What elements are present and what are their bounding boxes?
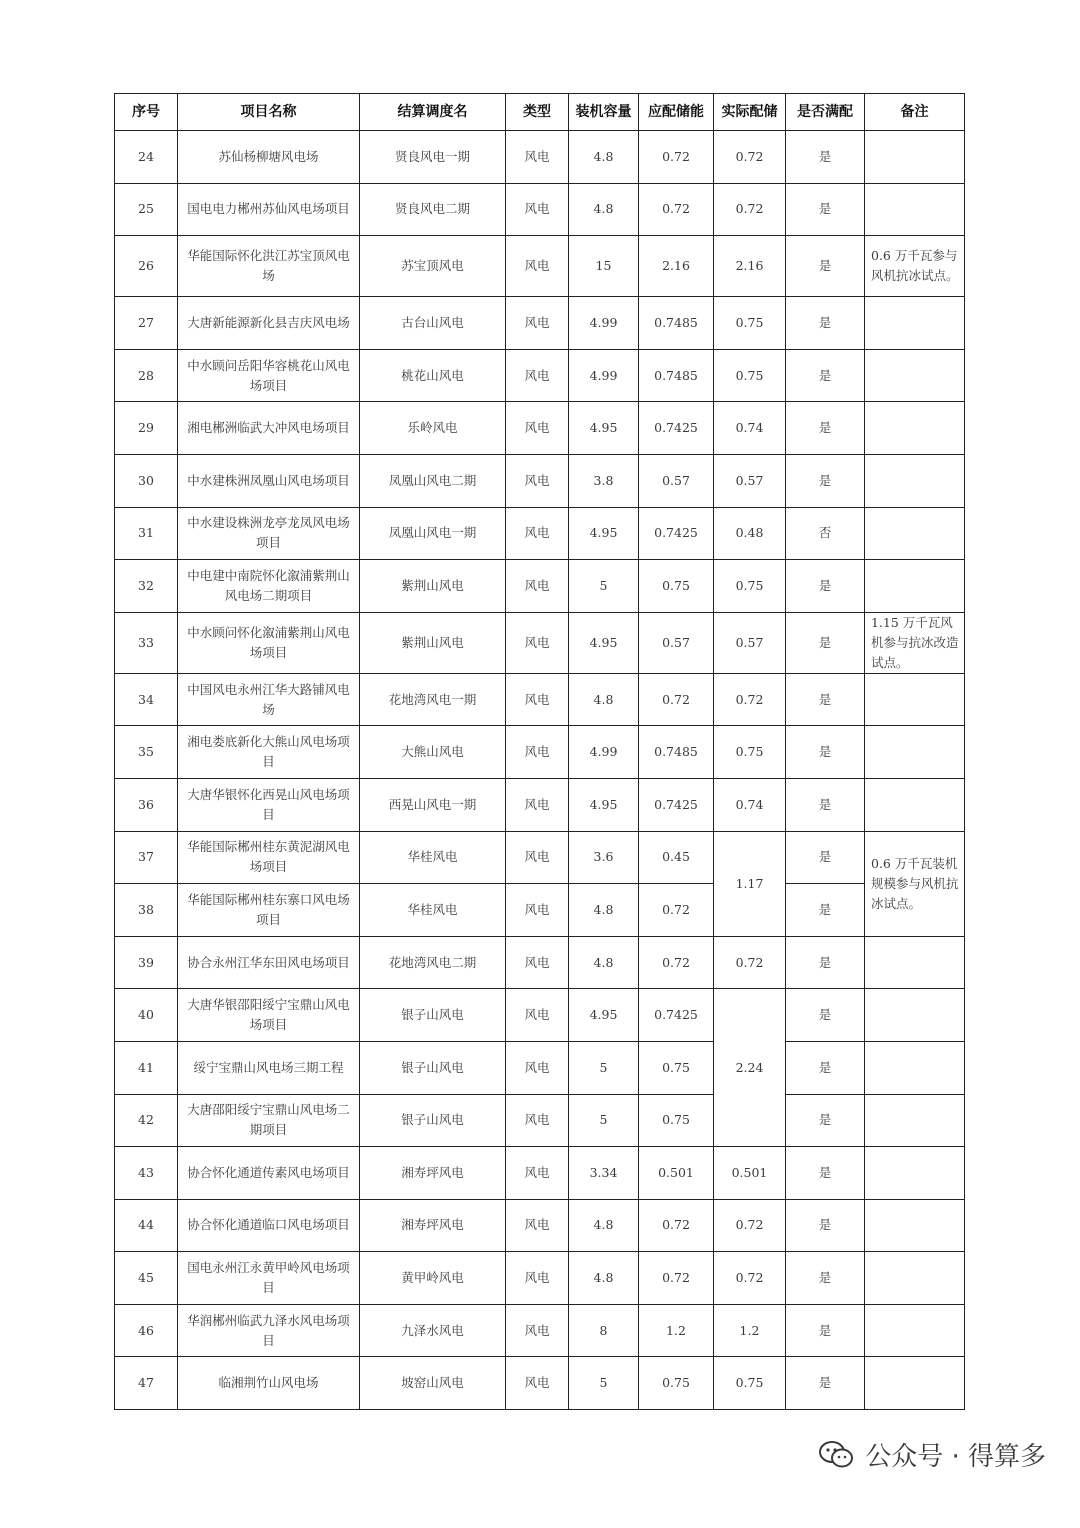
row-number-cell: 28 — [115, 349, 178, 402]
installed-capacity-cell: 4.8 — [569, 936, 639, 989]
row-number-cell: 30 — [115, 454, 178, 507]
fully-allocated-cell: 是 — [786, 989, 865, 1042]
project-type-cell: 风电 — [506, 1357, 569, 1410]
dispatch-name-cell: 银子山风电 — [360, 1094, 506, 1147]
required-storage-cell: 0.72 — [639, 183, 714, 236]
column-header: 应配储能 — [639, 94, 714, 131]
required-storage-cell: 0.75 — [639, 560, 714, 613]
actual-storage-cell: 0.74 — [714, 402, 786, 455]
installed-capacity-cell: 8 — [569, 1304, 639, 1357]
project-type-cell: 风电 — [506, 1041, 569, 1094]
row-number-cell: 37 — [115, 831, 178, 884]
project-name-cell: 中电建中南院怀化溆浦紫荆山风电场二期项目 — [178, 560, 360, 613]
dispatch-name-cell: 凤凰山风电一期 — [360, 507, 506, 560]
installed-capacity-cell: 4.95 — [569, 612, 639, 673]
installed-capacity-cell: 5 — [569, 1094, 639, 1147]
fully-allocated-cell: 是 — [786, 726, 865, 779]
project-name-cell: 湘电郴洲临武大冲风电场项目 — [178, 402, 360, 455]
row-number-cell: 25 — [115, 183, 178, 236]
dispatch-name-cell: 紫荆山风电 — [360, 560, 506, 613]
fully-allocated-cell: 是 — [786, 349, 865, 402]
column-header: 备注 — [865, 94, 965, 131]
project-name-cell: 中水顾问岳阳华容桃花山风电场项目 — [178, 349, 360, 402]
row-number-cell: 47 — [115, 1357, 178, 1410]
actual-storage-cell: 2.16 — [714, 236, 786, 297]
installed-capacity-cell: 4.8 — [569, 131, 639, 184]
project-type-cell: 风电 — [506, 349, 569, 402]
actual-storage-cell: 1.2 — [714, 1304, 786, 1357]
project-name-cell: 华润郴州临武九泽水风电场项目 — [178, 1304, 360, 1357]
actual-storage-cell: 2.24 — [714, 989, 786, 1147]
installed-capacity-cell: 5 — [569, 1041, 639, 1094]
required-storage-cell: 0.7425 — [639, 402, 714, 455]
row-number-cell: 41 — [115, 1041, 178, 1094]
required-storage-cell: 0.72 — [639, 1199, 714, 1252]
required-storage-cell: 0.7485 — [639, 297, 714, 350]
required-storage-cell: 0.7425 — [639, 507, 714, 560]
row-number-cell: 33 — [115, 612, 178, 673]
project-type-cell: 风电 — [506, 612, 569, 673]
fully-allocated-cell: 是 — [786, 673, 865, 726]
row-number-cell: 43 — [115, 1147, 178, 1200]
table-row — [115, 1357, 965, 1410]
project-name-cell: 临湘荆竹山风电场 — [178, 1357, 360, 1410]
installed-capacity-cell: 4.95 — [569, 507, 639, 560]
actual-storage-cell: 0.48 — [714, 507, 786, 560]
installed-capacity-cell: 4.8 — [569, 1252, 639, 1305]
table-row — [115, 236, 965, 297]
fully-allocated-cell: 是 — [786, 1147, 865, 1200]
actual-storage-cell: 0.72 — [714, 936, 786, 989]
row-number-cell: 24 — [115, 131, 178, 184]
row-number-cell: 36 — [115, 778, 178, 831]
row-number-cell: 32 — [115, 560, 178, 613]
project-name-cell: 中国风电永州江华大路铺风电场 — [178, 673, 360, 726]
dispatch-name-cell: 紫荆山风电 — [360, 612, 506, 673]
installed-capacity-cell: 5 — [569, 560, 639, 613]
remark-cell — [865, 673, 965, 726]
row-number-cell: 34 — [115, 673, 178, 726]
table-row — [115, 1094, 965, 1147]
project-name-cell: 协合永州江华东田风电场项目 — [178, 936, 360, 989]
remark-cell — [865, 297, 965, 350]
actual-storage-cell: 0.57 — [714, 612, 786, 673]
dispatch-name-cell: 华桂风电 — [360, 831, 506, 884]
table-row — [115, 612, 965, 673]
row-number-cell: 27 — [115, 297, 178, 350]
dispatch-name-cell: 凤凰山风电二期 — [360, 454, 506, 507]
fully-allocated-cell: 是 — [786, 560, 865, 613]
fully-allocated-cell: 是 — [786, 297, 865, 350]
project-name-cell: 华能国际怀化洪江苏宝顶风电场 — [178, 236, 360, 297]
wechat-icon — [819, 1441, 853, 1469]
fully-allocated-cell: 是 — [786, 1041, 865, 1094]
table-row — [115, 1199, 965, 1252]
dispatch-name-cell: 贤良风电二期 — [360, 183, 506, 236]
table-row — [115, 884, 965, 937]
installed-capacity-cell: 4.99 — [569, 349, 639, 402]
required-storage-cell: 1.2 — [639, 1304, 714, 1357]
column-header: 序号 — [115, 94, 178, 131]
column-header: 是否满配 — [786, 94, 865, 131]
project-type-cell: 风电 — [506, 236, 569, 297]
actual-storage-cell: 0.72 — [714, 183, 786, 236]
remark-cell — [865, 131, 965, 184]
project-type-cell: 风电 — [506, 884, 569, 937]
project-name-cell: 协合怀化通道临口风电场项目 — [178, 1199, 360, 1252]
actual-storage-cell: 0.75 — [714, 1357, 786, 1410]
required-storage-cell: 0.75 — [639, 1094, 714, 1147]
remark-cell — [865, 989, 965, 1042]
project-name-cell: 协合怀化通道传素风电场项目 — [178, 1147, 360, 1200]
project-type-cell: 风电 — [506, 936, 569, 989]
column-header: 类型 — [506, 94, 569, 131]
project-name-cell: 华能国际郴州桂东寨口风电场项目 — [178, 884, 360, 937]
dispatch-name-cell: 花地湾风电一期 — [360, 673, 506, 726]
table-row — [115, 673, 965, 726]
project-name-cell: 中水建株洲凤凰山风电场项目 — [178, 454, 360, 507]
project-name-cell: 绥宁宝鼎山风电场三期工程 — [178, 1041, 360, 1094]
required-storage-cell: 0.7485 — [639, 726, 714, 779]
row-number-cell: 35 — [115, 726, 178, 779]
project-type-cell: 风电 — [506, 402, 569, 455]
remark-cell — [865, 1147, 965, 1200]
required-storage-cell: 0.7485 — [639, 349, 714, 402]
row-number-cell: 45 — [115, 1252, 178, 1305]
fully-allocated-cell: 是 — [786, 1357, 865, 1410]
table-row — [115, 297, 965, 350]
fully-allocated-cell: 是 — [786, 454, 865, 507]
remark-cell — [865, 454, 965, 507]
fully-allocated-cell: 是 — [786, 884, 865, 937]
remark-cell — [865, 1252, 965, 1305]
installed-capacity-cell: 4.99 — [569, 726, 639, 779]
fully-allocated-cell: 是 — [786, 236, 865, 297]
installed-capacity-cell: 3.6 — [569, 831, 639, 884]
table-row — [115, 989, 965, 1042]
required-storage-cell: 2.16 — [639, 236, 714, 297]
actual-storage-cell: 0.75 — [714, 349, 786, 402]
project-type-cell: 风电 — [506, 454, 569, 507]
fully-allocated-cell: 是 — [786, 1094, 865, 1147]
actual-storage-cell: 0.75 — [714, 726, 786, 779]
required-storage-cell: 0.57 — [639, 612, 714, 673]
required-storage-cell: 0.72 — [639, 884, 714, 937]
actual-storage-cell: 1.17 — [714, 831, 786, 936]
installed-capacity-cell: 5 — [569, 1357, 639, 1410]
installed-capacity-cell: 3.34 — [569, 1147, 639, 1200]
row-number-cell: 46 — [115, 1304, 178, 1357]
required-storage-cell: 0.501 — [639, 1147, 714, 1200]
dispatch-name-cell: 乐岭风电 — [360, 402, 506, 455]
required-storage-cell: 0.45 — [639, 831, 714, 884]
actual-storage-cell: 0.57 — [714, 454, 786, 507]
installed-capacity-cell: 3.8 — [569, 454, 639, 507]
fully-allocated-cell: 是 — [786, 778, 865, 831]
fully-allocated-cell: 是 — [786, 612, 865, 673]
remark-cell — [865, 402, 965, 455]
installed-capacity-cell: 4.8 — [569, 1199, 639, 1252]
project-name-cell: 大唐新能源新化县吉庆风电场 — [178, 297, 360, 350]
fully-allocated-cell: 是 — [786, 1252, 865, 1305]
project-name-cell: 苏仙杨柳塘风电场 — [178, 131, 360, 184]
dispatch-name-cell: 湘寿坪风电 — [360, 1147, 506, 1200]
actual-storage-cell: 0.72 — [714, 1199, 786, 1252]
installed-capacity-cell: 4.95 — [569, 402, 639, 455]
fully-allocated-cell: 是 — [786, 936, 865, 989]
project-type-cell: 风电 — [506, 778, 569, 831]
project-name-cell: 华能国际郴州桂东黄泥湖风电场项目 — [178, 831, 360, 884]
remark-cell — [865, 936, 965, 989]
watermark — [819, 1436, 1046, 1473]
remark-cell — [865, 1041, 965, 1094]
actual-storage-cell: 0.75 — [714, 560, 786, 613]
remark-cell — [865, 1199, 965, 1252]
remark-cell — [865, 726, 965, 779]
project-type-cell: 风电 — [506, 673, 569, 726]
table-row — [115, 507, 965, 560]
required-storage-cell: 0.75 — [639, 1041, 714, 1094]
installed-capacity-cell: 4.95 — [569, 989, 639, 1042]
table-row — [115, 349, 965, 402]
project-type-cell: 风电 — [506, 1199, 569, 1252]
table-row — [115, 831, 965, 884]
row-number-cell: 40 — [115, 989, 178, 1042]
project-type-cell: 风电 — [506, 1252, 569, 1305]
actual-storage-cell: 0.501 — [714, 1147, 786, 1200]
table-row — [115, 454, 965, 507]
table-row — [115, 131, 965, 184]
table-row — [115, 778, 965, 831]
remark-cell — [865, 507, 965, 560]
dispatch-name-cell: 坡窑山风电 — [360, 1357, 506, 1410]
project-type-cell: 风电 — [506, 1147, 569, 1200]
dispatch-name-cell: 苏宝顶风电 — [360, 236, 506, 297]
remark-cell — [865, 1357, 965, 1410]
project-name-cell: 国电永州江永黄甲岭风电场项目 — [178, 1252, 360, 1305]
project-type-cell: 风电 — [506, 297, 569, 350]
remark-cell: 0.6 万千瓦参与风机抗冰试点。 — [865, 236, 965, 297]
remark-cell — [865, 1304, 965, 1357]
watermark-label: 公众号 · 得算多 — [865, 1442, 1046, 1472]
fully-allocated-cell: 是 — [786, 183, 865, 236]
table-row — [115, 560, 965, 613]
project-name-cell: 大唐邵阳绥宁宝鼎山风电场二期项目 — [178, 1094, 360, 1147]
dispatch-name-cell: 古台山风电 — [360, 297, 506, 350]
dispatch-name-cell: 大熊山风电 — [360, 726, 506, 779]
installed-capacity-cell: 4.99 — [569, 297, 639, 350]
remark-cell: 1.15 万千瓦风机参与抗冰改造试点。 — [865, 612, 965, 673]
project-type-cell: 风电 — [506, 560, 569, 613]
row-number-cell: 26 — [115, 236, 178, 297]
actual-storage-cell: 0.74 — [714, 778, 786, 831]
dispatch-name-cell: 湘寿坪风电 — [360, 1199, 506, 1252]
row-number-cell: 31 — [115, 507, 178, 560]
project-name-cell: 大唐华银怀化西晃山风电场项目 — [178, 778, 360, 831]
table-row — [115, 726, 965, 779]
dispatch-name-cell: 九泽水风电 — [360, 1304, 506, 1357]
actual-storage-cell: 0.72 — [714, 673, 786, 726]
row-number-cell: 44 — [115, 1199, 178, 1252]
installed-capacity-cell: 4.8 — [569, 673, 639, 726]
table-row — [115, 1041, 965, 1094]
required-storage-cell: 0.72 — [639, 673, 714, 726]
fully-allocated-cell: 是 — [786, 131, 865, 184]
project-type-cell: 风电 — [506, 831, 569, 884]
table-row — [115, 936, 965, 989]
installed-capacity-cell: 4.8 — [569, 884, 639, 937]
row-number-cell: 29 — [115, 402, 178, 455]
dispatch-name-cell: 华桂风电 — [360, 884, 506, 937]
fully-allocated-cell: 否 — [786, 507, 865, 560]
fully-allocated-cell: 是 — [786, 1304, 865, 1357]
project-type-cell: 风电 — [506, 183, 569, 236]
table-row — [115, 1304, 965, 1357]
required-storage-cell: 0.7425 — [639, 989, 714, 1042]
dispatch-name-cell: 银子山风电 — [360, 989, 506, 1042]
dispatch-name-cell: 花地湾风电二期 — [360, 936, 506, 989]
remark-cell — [865, 560, 965, 613]
column-header: 实际配储 — [714, 94, 786, 131]
installed-capacity-cell: 15 — [569, 236, 639, 297]
table-row — [115, 1147, 965, 1200]
project-type-cell: 风电 — [506, 726, 569, 779]
header-row — [115, 94, 965, 131]
row-number-cell: 42 — [115, 1094, 178, 1147]
remark-cell — [865, 1094, 965, 1147]
actual-storage-cell: 0.72 — [714, 131, 786, 184]
remark-cell — [865, 778, 965, 831]
storage-allocation-table — [114, 93, 965, 1410]
installed-capacity-cell: 4.95 — [569, 778, 639, 831]
dispatch-name-cell: 桃花山风电 — [360, 349, 506, 402]
required-storage-cell: 0.57 — [639, 454, 714, 507]
required-storage-cell: 0.75 — [639, 1357, 714, 1410]
dispatch-name-cell: 贤良风电一期 — [360, 131, 506, 184]
project-name-cell: 中水顾问怀化溆浦紫荆山风电场项目 — [178, 612, 360, 673]
required-storage-cell: 0.72 — [639, 1252, 714, 1305]
dispatch-name-cell: 银子山风电 — [360, 1041, 506, 1094]
remark-cell: 0.6 万千瓦装机规模参与风机抗冰试点。 — [865, 831, 965, 936]
dispatch-name-cell: 西晃山风电一期 — [360, 778, 506, 831]
actual-storage-cell: 0.72 — [714, 1252, 786, 1305]
required-storage-cell: 0.72 — [639, 131, 714, 184]
remark-cell — [865, 349, 965, 402]
project-name-cell: 中水建设株洲龙亭龙凤风电场项目 — [178, 507, 360, 560]
required-storage-cell: 0.7425 — [639, 778, 714, 831]
project-type-cell: 风电 — [506, 131, 569, 184]
table-row — [115, 1252, 965, 1305]
column-header: 结算调度名 — [360, 94, 506, 131]
project-name-cell: 大唐华银邵阳绥宁宝鼎山风电场项目 — [178, 989, 360, 1042]
fully-allocated-cell: 是 — [786, 402, 865, 455]
project-type-cell: 风电 — [506, 1304, 569, 1357]
row-number-cell: 39 — [115, 936, 178, 989]
actual-storage-cell: 0.75 — [714, 297, 786, 350]
dispatch-name-cell: 黄甲岭风电 — [360, 1252, 506, 1305]
column-header: 装机容量 — [569, 94, 639, 131]
remark-cell — [865, 183, 965, 236]
project-name-cell: 国电电力郴州苏仙风电场项目 — [178, 183, 360, 236]
column-header: 项目名称 — [178, 94, 360, 131]
project-type-cell: 风电 — [506, 1094, 569, 1147]
fully-allocated-cell: 是 — [786, 831, 865, 884]
project-type-cell: 风电 — [506, 989, 569, 1042]
project-name-cell: 湘电娄底新化大熊山风电场项目 — [178, 726, 360, 779]
table-row — [115, 183, 965, 236]
required-storage-cell: 0.72 — [639, 936, 714, 989]
fully-allocated-cell: 是 — [786, 1199, 865, 1252]
installed-capacity-cell: 4.8 — [569, 183, 639, 236]
row-number-cell: 38 — [115, 884, 178, 937]
table-row — [115, 402, 965, 455]
project-type-cell: 风电 — [506, 507, 569, 560]
